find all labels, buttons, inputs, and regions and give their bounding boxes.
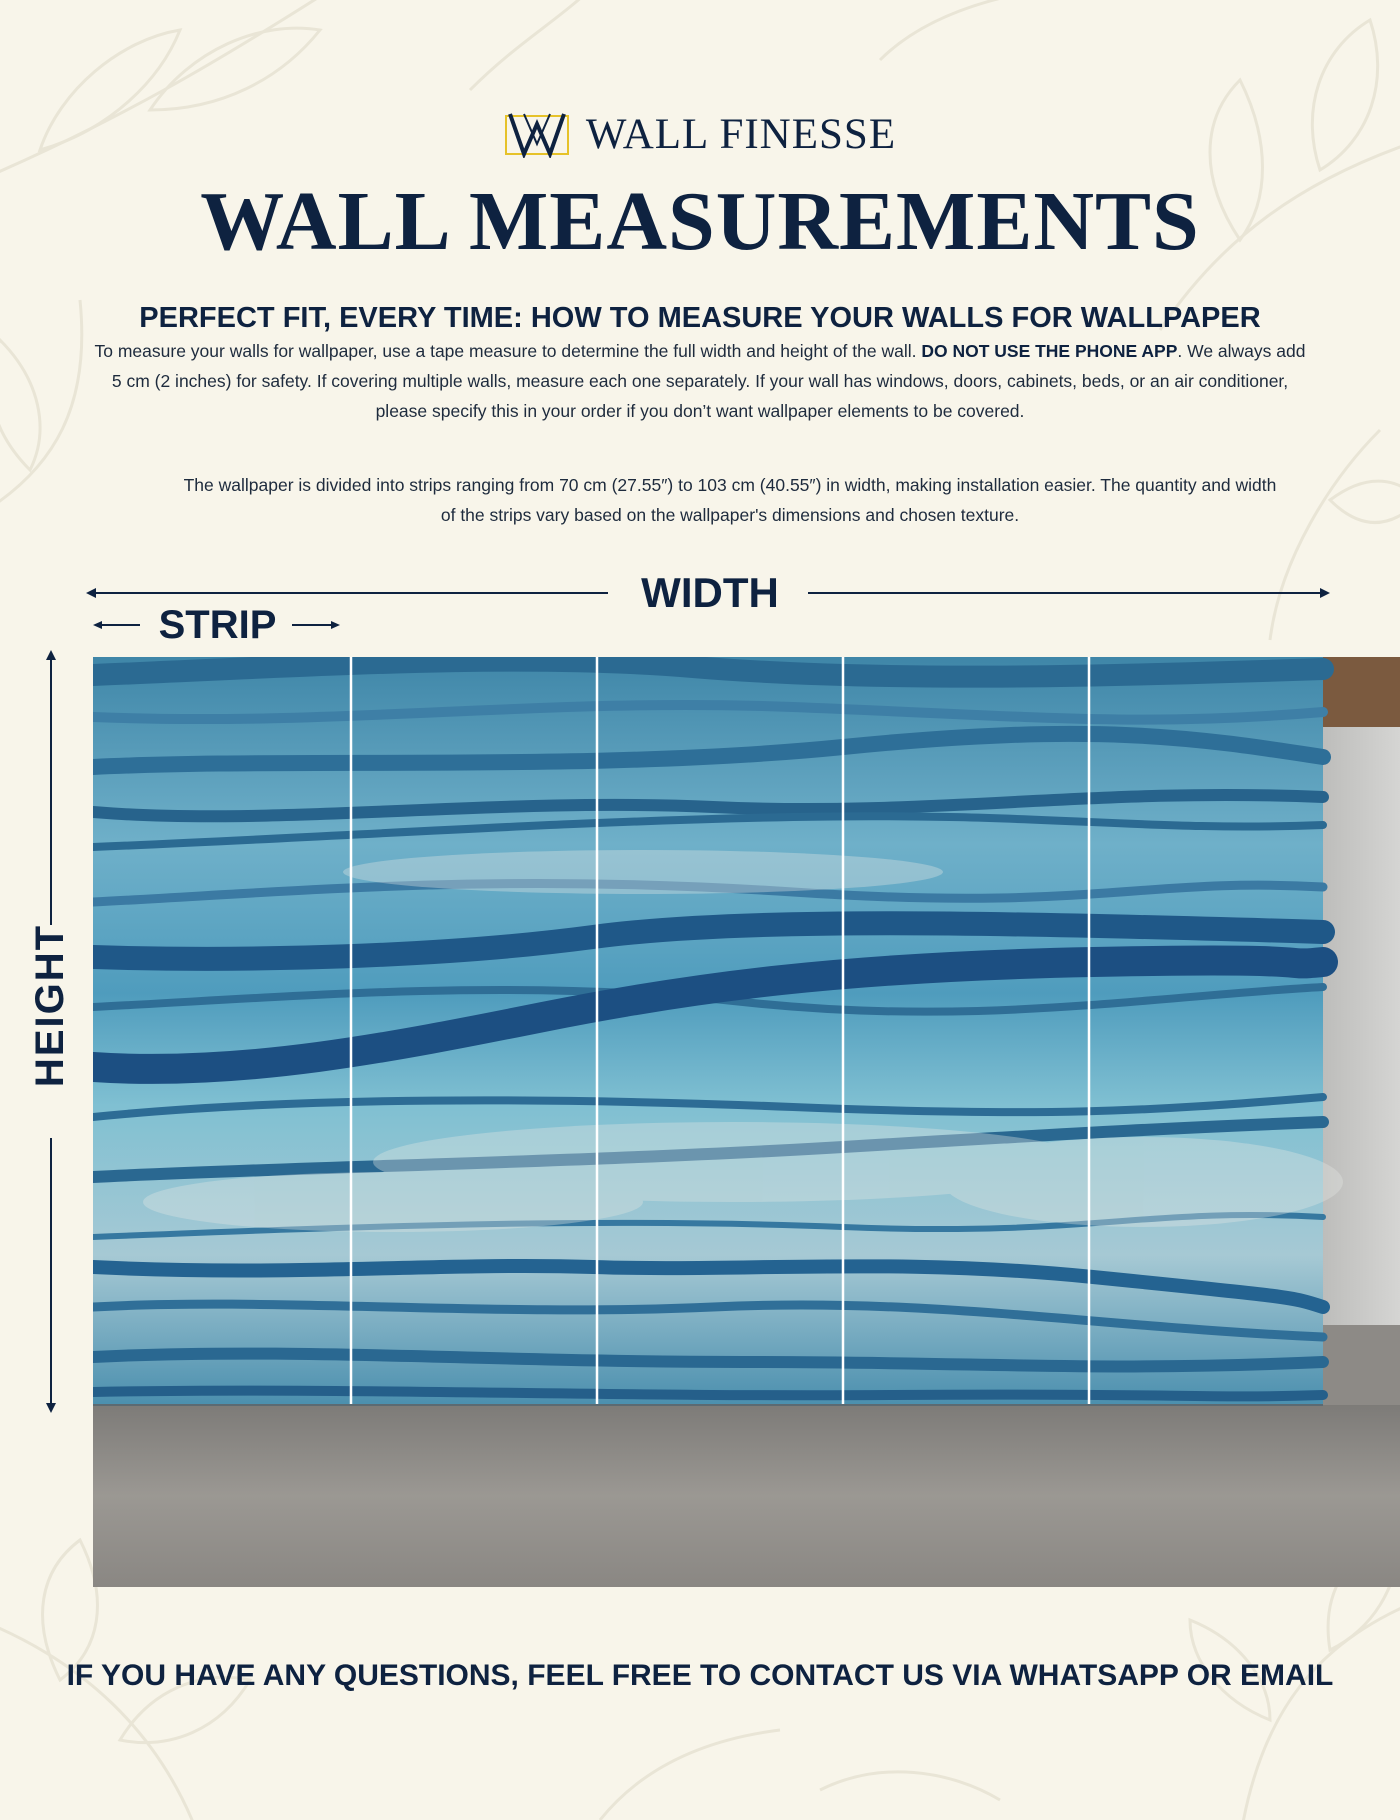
strips-info: The wallpaper is divided into strips ranging from 70 cm (27.55″) to 103 cm (40.55″) in width, making installation easier. The quantity and width of the strips vary based on the wallpaper's dimensions and chosen texture.: [183, 475, 1277, 525]
width-label: WIDTH: [641, 569, 779, 616]
height-label: [1, 923, 101, 1087]
contact-message: IF YOU HAVE ANY QUESTIONS, FEEL FREE TO CONTACT US VIA WHATSAPP OR EMAIL: [66, 1659, 1334, 1692]
phone-app-warning: DO NOT USE THE PHONE APP: [921, 341, 1178, 361]
instructions-text-start: To measure your walls for wallpaper, use a tape measure to determine the full width and height of the wall.: [94, 341, 922, 361]
brand-logo: [0, 108, 1400, 160]
instructions-text-end: . We always add 5 cm (2 inches) for safety. If covering multiple walls, measure each one separately. If your wall has windows, doors, cabinets, beds, or an air conditioner, please specify this in your order if you don’t want wallpaper elements to be covered.: [111, 341, 1306, 421]
height-label-text: HEIGHT: [28, 923, 73, 1087]
strip-label: STRIP: [158, 603, 277, 647]
page-title: WALL MEASUREMENTS: [200, 175, 1200, 268]
wallpaper-strips-illustration: [93, 657, 1400, 1587]
page-subtitle: PERFECT FIT, EVERY TIME: HOW TO MEASURE YOUR WALLS FOR WALLPAPER: [139, 302, 1261, 334]
wall-finesse-logo-icon: [504, 110, 570, 158]
brand-name: WALL FINESSE: [585, 110, 897, 158]
measuring-instructions: [90, 336, 1310, 426]
